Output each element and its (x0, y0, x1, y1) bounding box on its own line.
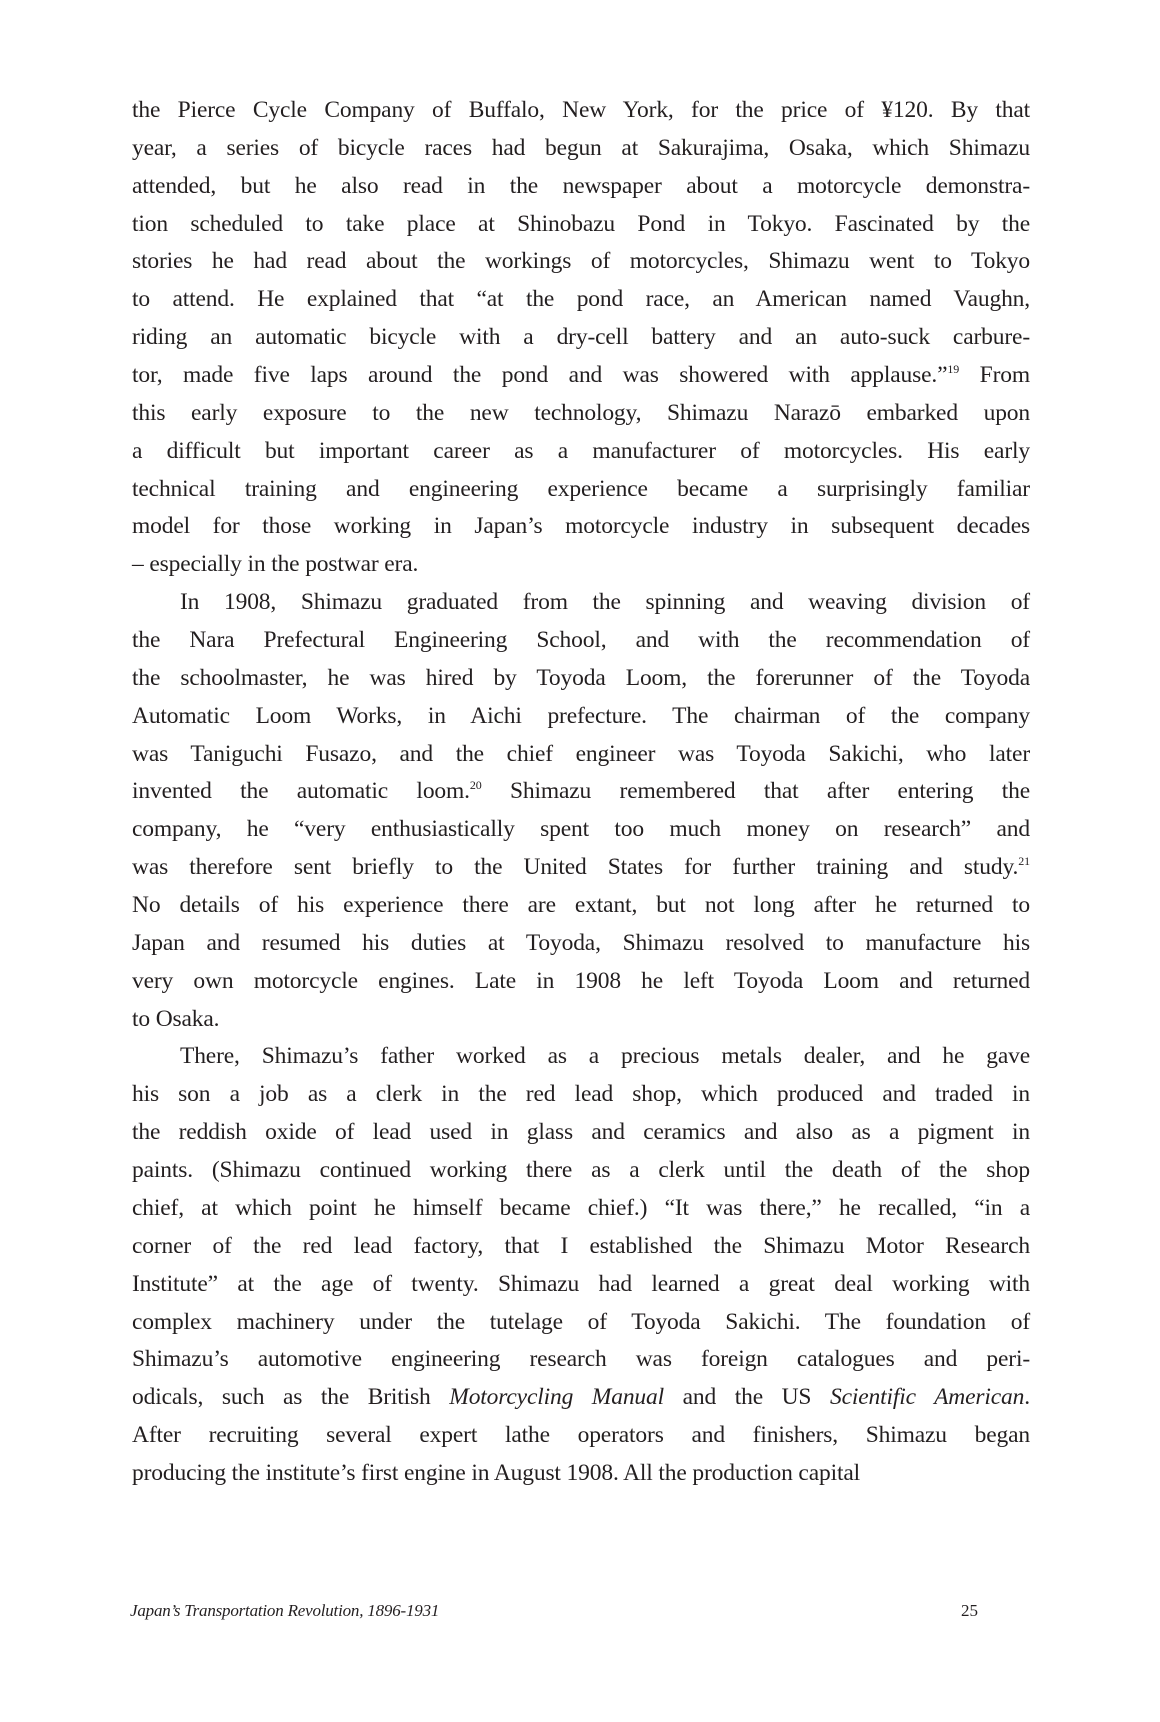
text-line (132, 584, 1030, 622)
italic-title: Motorcycling Manual (449, 1384, 665, 1411)
text-line (132, 622, 1030, 660)
text-line (132, 357, 1030, 395)
running-title: Japan’s Transportation Revolution, 1896-1931 (130, 1601, 440, 1620)
text-line (132, 1417, 1030, 1455)
text-run: the schoolmaster, he was hired by Toyoda Loom, the forerunner of the Toyoda (132, 664, 1030, 691)
text-line (132, 660, 1030, 698)
text-run: was therefore sent briefly to the United States for further training and study. (132, 854, 1019, 881)
text-run: company, he “very enthusiastically spent too much money on research” and (132, 816, 1030, 843)
text-run: the Nara Prefectural Engineering School, and with the recommendation of (132, 627, 1030, 654)
text-line (132, 433, 1030, 471)
text-line (132, 395, 1030, 433)
text-line (132, 1152, 1030, 1190)
text-run: . (1024, 1384, 1030, 1411)
text-line (132, 1190, 1030, 1228)
text-line (132, 1341, 1030, 1379)
text-run: Shimazu remembered that after entering the (481, 778, 1030, 805)
text-run: complex machinery under the tutelage of Toyoda Sakichi. The foundation of (132, 1308, 1030, 1335)
text-run: tion scheduled to take place at Shinobazu Pond in Tokyo. Fascinated by the (132, 210, 1030, 237)
text-run: year, a series of bicycle races had begun at Sakurajima, Osaka, which Shimazu (132, 134, 1030, 161)
text-line (132, 92, 1030, 130)
text-line (132, 925, 1030, 963)
text-line (132, 736, 1030, 774)
italic-title: Scientific American (829, 1384, 1025, 1411)
text-run: Shimazu’s automotive engineering research was foreign catalogues and peri- (132, 1346, 1030, 1373)
text-run: and the US (664, 1384, 830, 1411)
text-line (132, 1379, 1030, 1417)
text-run: model for those working in Japan’s motorcycle industry in subsequent decades (132, 513, 1030, 540)
text-run: attended, but he also read in the newspaper about a motorcycle demonstra- (132, 172, 1030, 199)
text-line (132, 243, 1030, 281)
text-line (132, 1228, 1030, 1266)
text-run: Automatic Loom Works, in Aichi prefecture. The chairman of the company (132, 702, 1030, 729)
text-line (132, 281, 1030, 319)
text-run: There, Shimazu’s father worked as a precious metals dealer, and he gave (180, 1043, 1030, 1070)
text-run: stories he had read about the workings of motorcycles, Shimazu went to Tokyo (132, 248, 1030, 275)
paragraph (132, 92, 1030, 584)
text-line (132, 130, 1030, 168)
paragraph (132, 584, 1030, 1038)
text-run: a difficult but important career as a manufacturer of motorcycles. His early (132, 437, 1030, 464)
text-run: No details of his experience there are extant, but not long after he returned to (132, 892, 1030, 919)
text-run: to attend. He explained that “at the pond race, an American named Vaughn, (132, 286, 1030, 313)
text-line (132, 1076, 1030, 1114)
text-run: this early exposure to the new technology, Shimazu Narazō embarked upon (132, 399, 1030, 426)
text-run: very own motorcycle engines. Late in 1908 he left Toyoda Loom and returned (132, 967, 1030, 994)
text-line (132, 206, 1030, 244)
text-run: After recruiting several expert lathe operators and finishers, Shimazu began (132, 1422, 1030, 1449)
paragraph (132, 1038, 1030, 1492)
text-run: the Pierce Cycle Company of Buffalo, New York, for the price of ¥120. By that (132, 97, 1030, 123)
text-line (132, 319, 1030, 357)
text-run: corner of the red lead factory, that I established the Shimazu Motor Research (132, 1232, 1030, 1259)
text-line (132, 1304, 1030, 1342)
text-run: paints. (Shimazu continued working there as a clerk until the death of the shop (132, 1157, 1030, 1184)
text-run: his son a job as a clerk in the red lead shop, which produced and traded in (132, 1081, 1030, 1108)
footnote-marker: 19 (947, 362, 960, 377)
text-run: Institute” at the age of twenty. Shimazu had learned a great deal working with (132, 1270, 1030, 1297)
text-line (132, 773, 1030, 811)
text-line (132, 471, 1030, 509)
text-line (132, 963, 1030, 1001)
text-line (132, 887, 1030, 925)
text-run: riding an automatic bicycle with a dry-cell battery and an auto-suck carbure- (132, 324, 1030, 351)
text-line (132, 811, 1030, 849)
text-run: producing the institute’s first engine in August 1908. All the production capital (132, 1459, 860, 1486)
text-run: In 1908, Shimazu graduated from the spinning and weaving division of (180, 589, 1030, 616)
text-line (132, 168, 1030, 206)
text-run: From (959, 362, 1030, 389)
text-line (132, 849, 1030, 887)
text-line (132, 508, 1030, 546)
text-run: – especially in the postwar era. (132, 551, 419, 578)
footnote-marker: 20 (469, 778, 482, 793)
footnote-marker: 21 (1018, 854, 1030, 869)
page-footer (130, 1598, 980, 1624)
text-run: technical training and engineering experience became a surprisingly familiar (132, 475, 1030, 502)
text-line (132, 1038, 1030, 1076)
text-line (132, 546, 1030, 584)
body-text (132, 92, 1030, 1493)
text-run: the reddish oxide of lead used in glass and ceramics and also as a pigment in (132, 1119, 1030, 1146)
text-run: to Osaka. (132, 1005, 220, 1032)
page-number: 25 (961, 1601, 978, 1620)
text-line (132, 1266, 1030, 1304)
text-line (132, 1455, 1030, 1493)
text-line (132, 698, 1030, 736)
text-run: tor, made five laps around the pond and was showered with applause.” (132, 362, 948, 389)
text-run: Japan and resumed his duties at Toyoda, Shimazu resolved to manufacture his (132, 929, 1030, 956)
text-run: odicals, such as the British (132, 1384, 450, 1411)
text-run: was Taniguchi Fusazo, and the chief engineer was Toyoda Sakichi, who later (132, 740, 1030, 767)
text-line (132, 1114, 1030, 1152)
text-run: invented the automatic loom. (132, 778, 470, 805)
text-run: chief, at which point he himself became chief.) “It was there,” he recalled, “in a (132, 1194, 1030, 1221)
text-line (132, 1001, 1030, 1039)
